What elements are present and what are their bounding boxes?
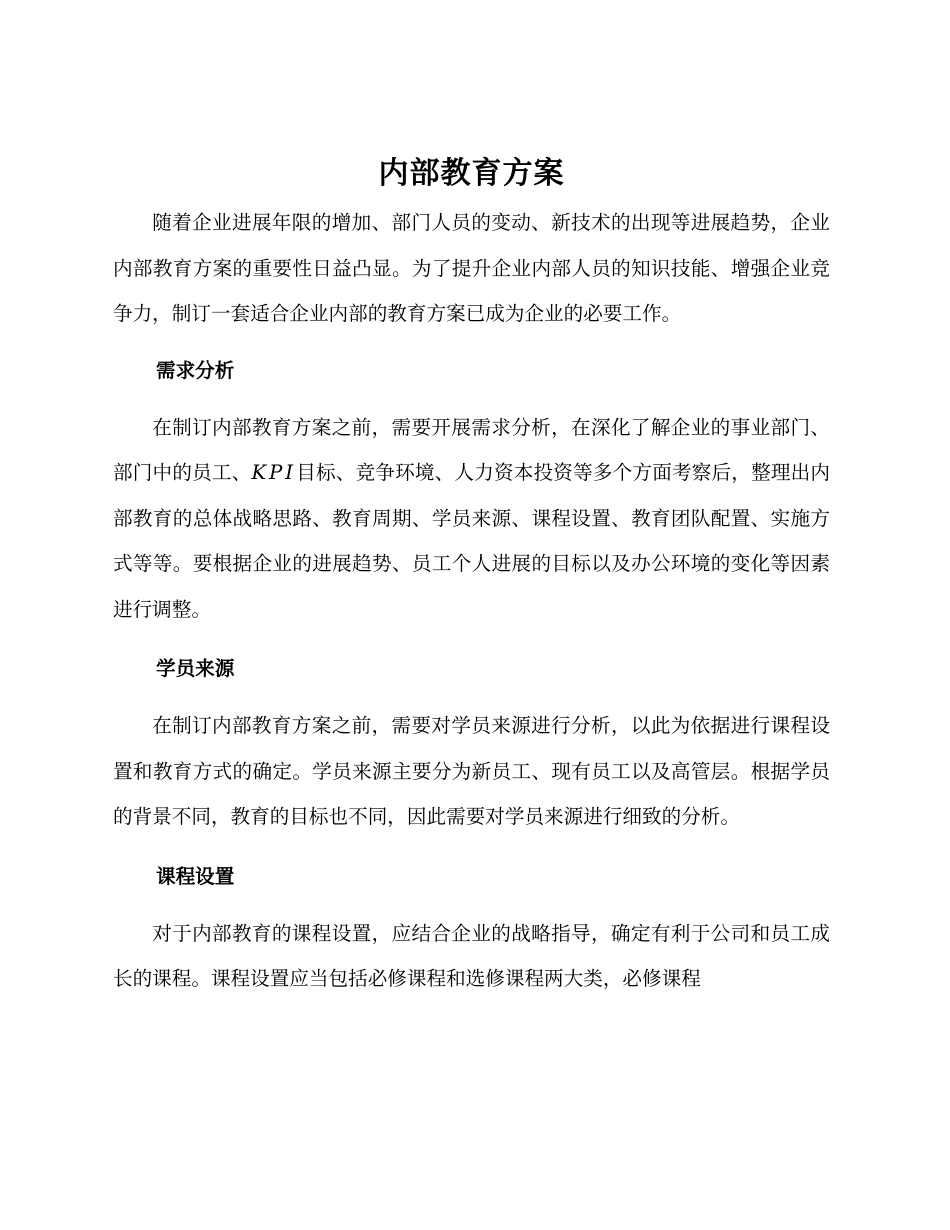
section-heading-course-settings: 课程设置 (156, 864, 235, 888)
document-page (113, 148, 830, 1002)
section-paragraph-needs-analysis (113, 405, 830, 633)
section-heading-needs-analysis: 需求分析 (156, 358, 235, 382)
needs-analysis-text-part-2: 目标、竞争环境、人力资本投资等多个方面考察后，整理出内部教育的总体战略思路、教育周期、学员来源、课程设置、教育团队配置、实施方式等等。要根据企业的进展趋势、员工个人进展的目标以及办公环境的变化等因素进行调整。 (113, 461, 831, 621)
section-paragraph-trainee-sources: 在制订内部教育方案之前，需要对学员来源进行分析，以此为依据进行课程设置和教育方式的确定。学员来源主要分为新员工、现有员工以及高管层。根据学员的背景不同，教育的目标也不同，因此需要对学员来源进行细致的分析。 (113, 714, 830, 828)
document-title: 内部教育方案 (378, 156, 565, 191)
section-paragraph-course-settings: 对于内部教育的课程设置，应结合企业的战略指导，确定有利于公司和员工成长的课程。课程设置应当包括必修课程和选修课程两大类，必修课程 (113, 921, 830, 990)
kpi-term: KPI (251, 461, 297, 484)
needs-analysis-text-part-1: 在制订内部教育方案之前，需要开展需求分析，在深化了解企业的事业部门、部门中的员工、 (113, 415, 830, 484)
intro-paragraph: 随着企业进展年限的增加、部门人员的变动、新技术的出现等进展趋势，企业内部教育方案的重要性日益凸显。为了提升企业内部人员的知识技能、增强企业竞争力，制订一套适合企业内部的教育方案已成为企业的必要工作。 (113, 211, 830, 325)
section-heading-trainee-sources: 学员来源 (156, 657, 235, 680)
